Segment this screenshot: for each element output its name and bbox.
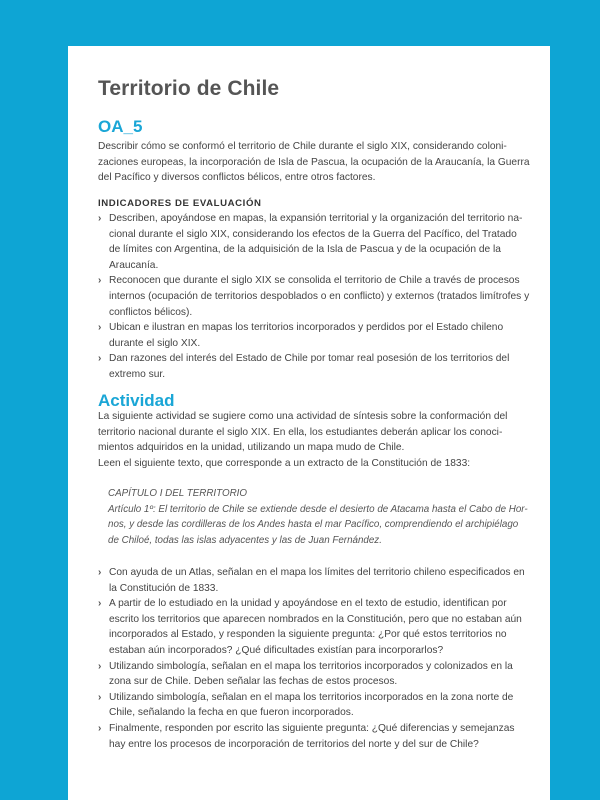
list-item: › Utilizando simbología, señalan en el mapa los territorios incorporados y colonizados en la zona sur de Chile. Deben señalar las fechas de estos procesos. [98,660,513,688]
actividad-heading: Actividad [98,391,175,410]
chevron-right-icon: › [98,722,102,734]
oa-description: Describir cómo se conformó el territorio de Chile durante el siglo XIX, considerando coloni-zaciones europeas, la incorporación de Isla de Pascua, la ocupación de la Araucanía, la Guerra del Pacífico y diversos conflictos bélicos, entre otros factores. [98,141,530,184]
chevron-right-icon: › [98,322,102,334]
list-item: › Utilizando simbología, señalan en el mapa los territorios incorporados en la zona norte de Chile, señalando la fecha en que fueron incorporados. [98,691,514,719]
constitution-quote [108,486,528,548]
list-item: › Finalmente, responden por escrito las siguiente pregunta: ¿Qué diferencias y semejanzas hay entre los procesos de incorporación de territorios del norte y del sur de Chile? [98,722,515,750]
list-item: › Dan razones del interés del Estado de Chile por tomar real posesión de los territorios del extremo sur. [98,353,510,380]
indicadores-list [98,211,530,383]
chevron-right-icon: › [98,567,102,578]
quote-text: Artículo 1º: El territorio de Chile se extiende desde el desierto de Atacama hasta el Cabo de Hor-nos, y desde las cordilleras de los Andes hasta el mar Pacífico, comprendiendo el archipiélago de Chiloé, todas las islas adyacentes y las de Juan Fernández. [108,503,528,546]
chevron-right-icon: › [98,213,102,224]
chevron-right-icon: › [98,660,102,672]
chevron-right-icon: › [98,598,102,610]
chevron-right-icon: › [98,275,102,287]
oa-code-heading: OA_5 [98,117,143,136]
list-item: › Ubican e ilustran en mapas los territorios incorporados y perdidos por el Estado chileno durante el siglo XIX. [98,322,504,349]
quote-title: CAPÍTULO I DEL TERRITORIO [108,488,247,499]
actividad-lead: Leen el siguiente texto, que corresponde a un extracto de la Constitución de 1833: [98,458,471,469]
list-item: › Reconocen que durante el siglo XIX se consolida el territorio de Chile a través de procesos internos (ocupación de territorios despoblados o en conflicto) y externos (tratados limítrofes y conflictos bélicos). [98,275,530,318]
indicadores-heading: INDICADORES DE EVALUACIÓN [98,198,262,209]
list-item: › A partir de lo estudiado en la unidad y apoyándose en el texto de estudio, identifican por escrito los territorios que aparecen nombrados en la Constitución, pero que no estaban aún incorporados al Estado, y responden la siguiente pregunta: ¿Por qué estos territorios no estaban aún incorporados? ¿Qué dificultades existían para incorporarlos? [98,598,522,656]
actividad-intro: La siguiente actividad se sugiere como una actividad de síntesis sobre la conformación del territorio nacional durante el siglo XIX. En ella, los estudiantes deberán aplicar los conoci-mientos adquiridos en la unidad, utilizando un mapa mudo de Chile. [98,411,508,454]
list-item: › Describen, apoyándose en mapas, la expansión territorial y la organización del territorio na-cional durante el siglo XIX, considerando los efectos de la Guerra del Pacífico, del Tratado de límites con Argentina, de la adquisición de la Isla de Pascua y de la ocupación de la Araucanía. [98,213,523,271]
chevron-right-icon: › [98,353,102,365]
page-title: Territorio de Chile [98,77,280,100]
chevron-right-icon: › [98,691,102,703]
list-item: › Con ayuda de un Atlas, señalan en el mapa los límites del territorio chileno especificados en la Constitución de 1833. [98,567,525,594]
actividad-list [98,565,530,752]
document-page [68,46,550,800]
